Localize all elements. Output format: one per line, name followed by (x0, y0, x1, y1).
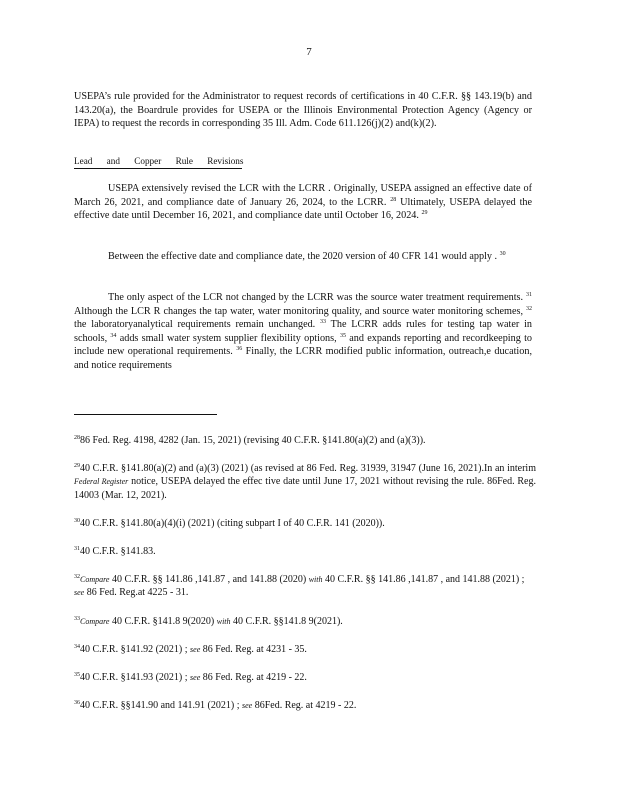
paragraph-lcr-revisions (74, 182, 532, 223)
footnote-text: 40 C.F.R. §141.92 (2021) ; (80, 644, 188, 655)
footnote-text: 40 C.F.R. §141.8 9(2020) (111, 616, 215, 627)
footnote-italic: Compare (80, 617, 110, 626)
text: Between the effective date and compliance date, the 2020 version of 40 CFR 141 would apply . (108, 251, 498, 262)
footnote-text: notice, USEPA delayed the effec tive date until June 17, 2021 without revising the rule. 86Fed. Reg. 14003 (Mar. 12, 2021). (74, 476, 536, 501)
footnote-36 (74, 699, 536, 712)
footnote-32 (74, 573, 536, 600)
footnote-number: 35 (74, 672, 80, 678)
footnote-text: 86Fed. Reg. at 4219 - 22. (254, 700, 357, 711)
text: Although the LCR R changes the tap water, water monitoring quality, and source water monitoring schemes, (74, 305, 524, 317)
footnote-italic: with (308, 575, 323, 584)
paragraph-lcrr-changes (74, 291, 532, 373)
footnote-ref-36[interactable]: 36 (236, 346, 243, 353)
footnote-text: 86 Fed. Reg. at 4219 - 22. (202, 672, 307, 683)
footnote-text: 40 C.F.R. §§141.8 9(2021). (233, 616, 343, 627)
footnote-text: 40 C.F.R. §§ 141.86 ,141.87 , and 141.88 (2021) ; (324, 574, 525, 585)
footnote-text: 40 C.F.R. §141.80(a)(2) and (a)(3) (2021) (as revised at 86 Fed. Reg. 31939, 31947 (June 16, 2021).In an interim (80, 463, 536, 474)
text: Finally, the LCRR modified public information, outreach,e ducation, and notice requirements (74, 346, 532, 371)
footnote-31 (74, 545, 536, 558)
footnote-separator (74, 414, 217, 415)
footnote-33 (74, 615, 536, 628)
heading-underline (74, 168, 242, 169)
footnote-text: 40 C.F.R. §141.93 (2021) ; (80, 672, 188, 683)
footnote-text: 86 Fed. Reg. 4198, 4282 (Jan. 15, 2021) (revising 40 C.F.R. §141.80(a)(2) and (a)(3)). (80, 435, 426, 446)
text: USEPA extensively revised the LCR with the LCRR . Originally, USEPA assigned an effective date of March 26, 2021, and compliance date of January 26, 2024, to the LCRR. (74, 183, 532, 208)
paragraph-effective-date (74, 250, 532, 264)
footnote-text: 86 Fed. Reg.at 4225 - 31. (86, 587, 189, 599)
footnote-29 (74, 462, 536, 502)
footnote-text: 40 C.F.R. §§ 141.86 ,141.87 , and 141.88 (2020) (111, 574, 307, 585)
footnote-ref-29[interactable]: 29 (421, 210, 428, 217)
footnote-35 (74, 671, 536, 684)
footnote-text: 86 Fed. Reg. at 4231 - 35. (202, 644, 307, 655)
footnote-ref-35[interactable]: 35 (339, 332, 346, 339)
footnote-number: 31 (74, 546, 80, 552)
footnote-italic: with (216, 617, 231, 626)
footnote-34 (74, 643, 536, 656)
text: the laboratoryanalytical requirements remain unchanged. (74, 319, 316, 331)
footnote-30 (74, 517, 536, 530)
footnote-ref-32[interactable]: 32 (526, 305, 533, 312)
section-heading: Lead and Copper Rule Revisions (74, 156, 244, 166)
footnote-italic: see (190, 645, 201, 654)
text: The LCRR adds rules for testing tap water in schools, (74, 319, 532, 344)
footnote-italic: Federal Register (74, 477, 129, 487)
footnote-number: 34 (74, 644, 80, 650)
footnote-ref-34[interactable]: 34 (110, 332, 117, 339)
footnote-28 (74, 434, 536, 447)
footnote-italic: see (190, 673, 201, 682)
footnote-number: 36 (74, 700, 80, 706)
footnote-text: 40 C.F.R. §141.83. (80, 546, 156, 557)
footnote-number: 32 (74, 574, 80, 580)
footnote-ref-28[interactable]: 28 (390, 196, 397, 203)
footnote-number: 33 (74, 616, 80, 622)
footnote-text: 40 C.F.R. §§141.90 and 141.91 (2021) ; (80, 700, 240, 711)
text: Ultimately, USEPA delayed the effective date until December 16, 2021, and compliance date until October 16, 2024. (74, 196, 533, 222)
footnote-italic: see (241, 701, 253, 710)
footnote-ref-31[interactable]: 31 (526, 292, 533, 298)
footnote-ref-33[interactable]: 33 (320, 319, 327, 326)
text: adds small water system supplier flexibility options, (119, 332, 337, 344)
footnote-text: 40 C.F.R. §141.80(a)(4)(i) (2021) (citing subpart I of 40 C.F.R. 141 (2020)). (80, 518, 385, 529)
page-number: 7 (306, 46, 312, 58)
footnote-italic: see (74, 588, 85, 598)
footnote-number: 29 (74, 463, 80, 469)
footnote-italic: Compare (80, 575, 110, 584)
footnote-number: 30 (74, 518, 80, 524)
footnote-ref-30[interactable]: 30 (499, 251, 506, 257)
footnote-number: 28 (74, 435, 80, 441)
text: and expands reporting and recordkeeping to include new operational requirements. (74, 332, 533, 358)
text: The only aspect of the LCR not changed by the LCRR was the source water treatment requirements. (108, 292, 524, 303)
paragraph-certifications: USEPA’s rule provided for the Administrator to request records of certifications in 40 C.F.R. §§ 143.19(b) and 143.20(a), the Boardrule provides for USEPA or the Illinois Environmental Protection Agency (Agency or IEPA) to request the records in corresponding 35 Ill. Adm. Code 611.126(j)(2) and(k)(2). (74, 91, 532, 130)
